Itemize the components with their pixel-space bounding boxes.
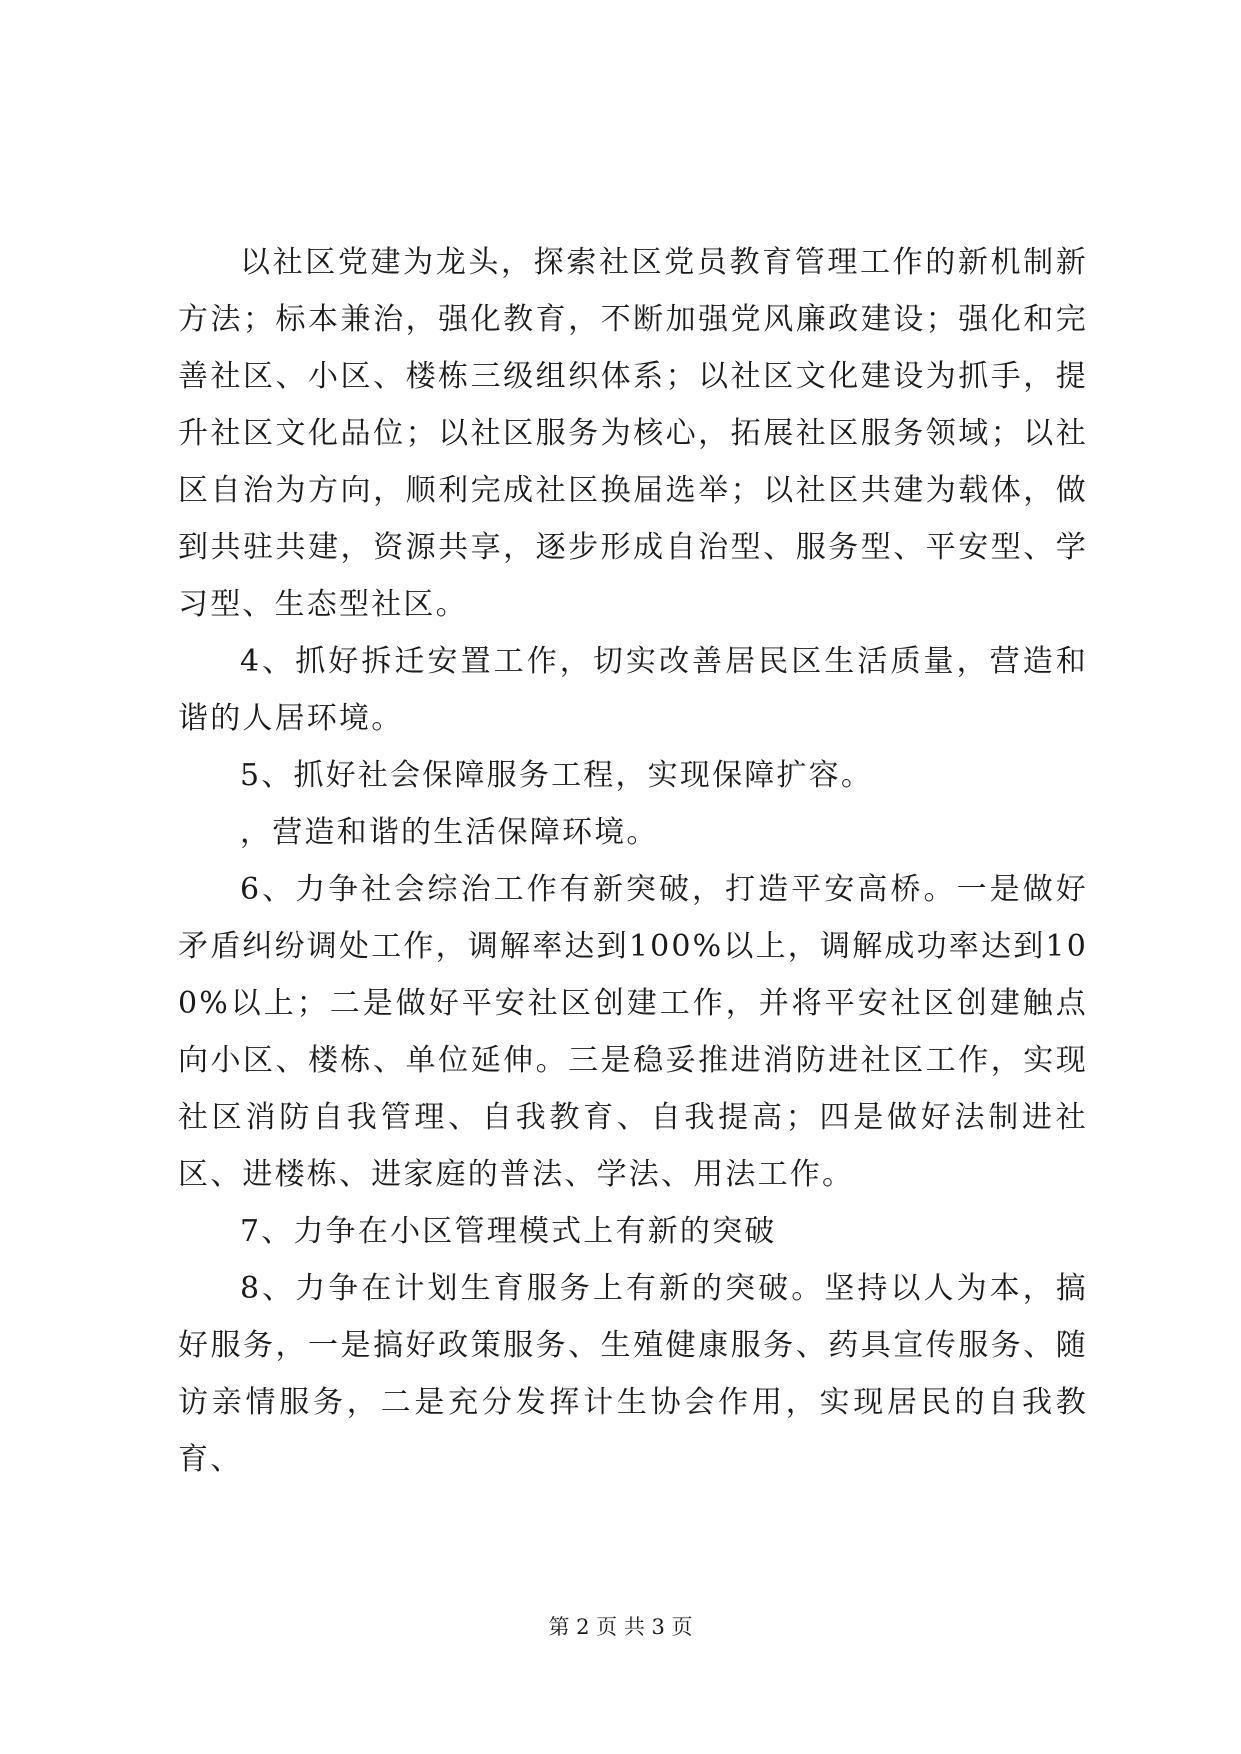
paragraph-item-5-continued: ，营造和谐的生活保障环境。 [240,815,659,850]
paragraph-item-8: 8、力争在计划生育服务上有新的突破。坚持以人为本，搞好服务，一是搞好政策服务、生殖健康服务、药具宣传服务、随访亲情服务，二是充分发挥计生协会作用，实现居民的自我教育、 [178,1271,1088,1477]
paragraph-item-7: 7、力争在小区管理模式上有新的突破 [240,1214,777,1249]
paragraph-item-5: 5、抓好社会保障服务工程，实现保障扩容。 [240,758,874,793]
paragraph-community-party-building: 以社区党建为龙头，探索社区党员教育管理工作的新机制新方法；标本兼治，强化教育，不断加强党风廉政建设；强化和完善社区、小区、楼栋三级组织体系；以社区文化建设为抓手，提升社区文化品位；以社区服务为核心，拓展社区服务领域；以社区自治为方向，顺利完成社区换届选举；以社区共建为载体，做到共驻共建，资源共享，逐步形成自治型、服务型、平安型、学习型、生态型社区。 [178,245,1088,622]
paragraph-item-4: 4、抓好拆迁安置工作，切实改善居民区生活质量，营造和谐的人居环境。 [178,644,1088,736]
page-number-footer: 第 2 页 共 3 页 [548,1615,693,1639]
paragraph-item-6: 6、力争社会综治工作有新突破，打造平安高桥。一是做好矛盾纠纷调处工作，调解率达到100%以上，调解成功率达到100%以上；二是做好平安社区创建工作，并将平安社区创建触点向小区、楼栋、单位延伸。三是稳妥推进消防进社区工作，实现社区消防自我管理、自我教育、自我提高；四是做好法制进社区、进楼栋、进家庭的普法、学法、用法工作。 [178,872,1088,1192]
document-body [178,234,1088,1488]
